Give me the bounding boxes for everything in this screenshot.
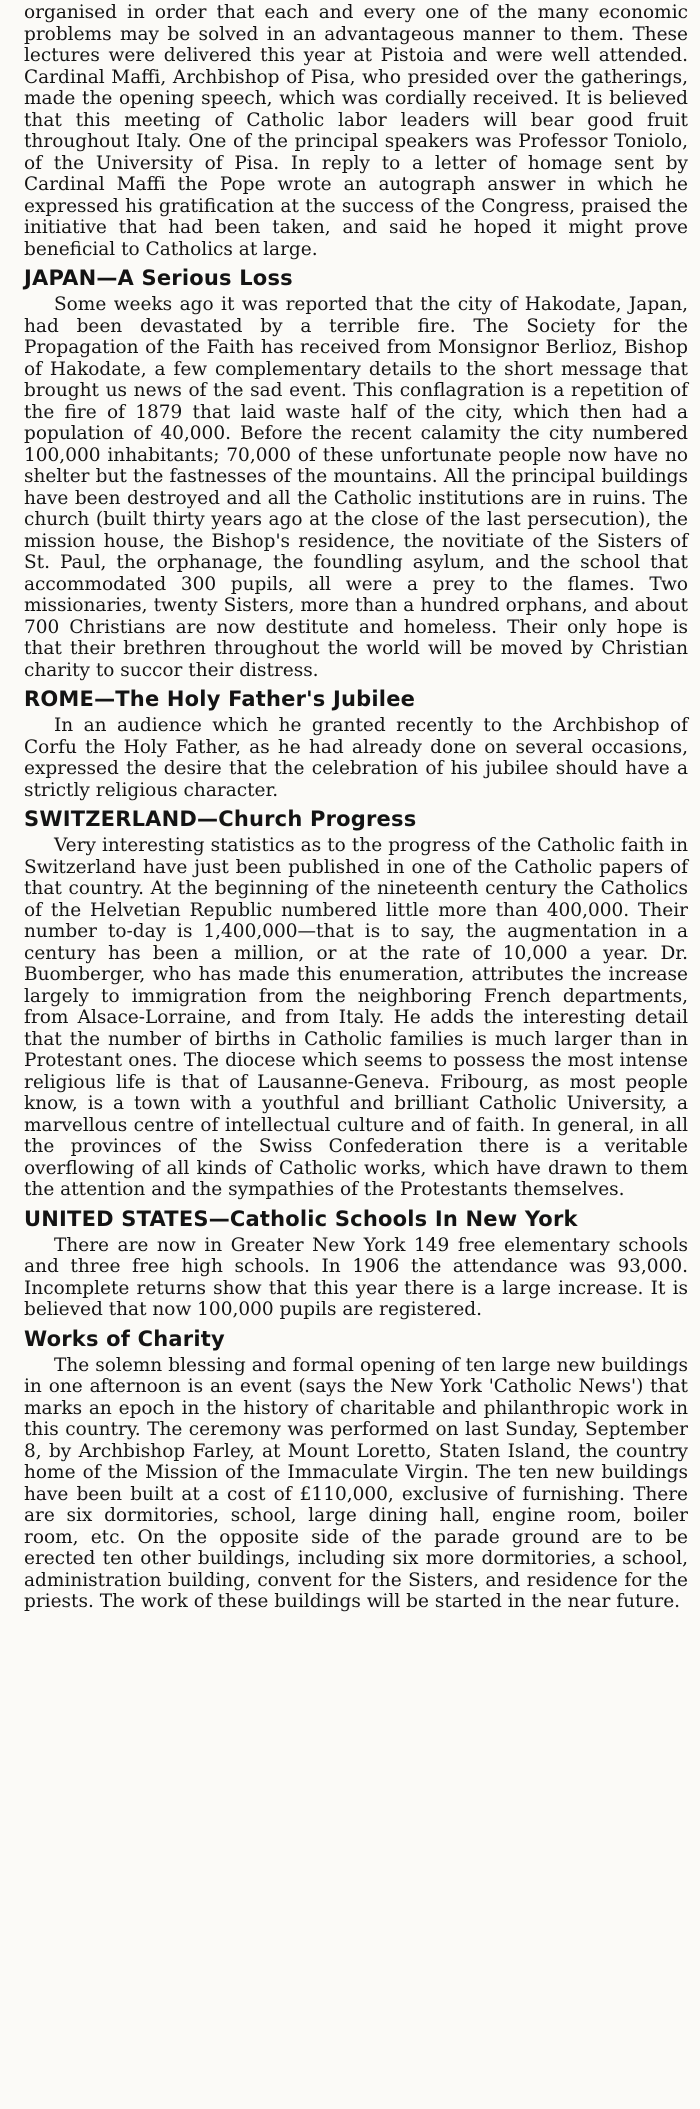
paragraph-works-of-charity: The solemn blessing and formal opening of ten large new buildings in one afternoon is an event (says the New York 'Catholic News') that marks an epoch in the history of charitable and philanthropic work in this country. The ceremony was performed on last Sunday, September 8, by Archbishop Farley, at Mount Loretto, Staten Island, the country home of the Mission of the Immaculate Virgin. The ten new buildings have been built at a cost of £110,000, exclusive of furnishing. There are six dormitories, school, large dining hall, engine room, boiler room, etc. On the opposite side of the parade ground are to be erected ten other buildings, including six more dormitories, a school, administration building, convent for the Sisters, and residence for the priests. The work of these buildings will be started in the near future. [24, 1354, 688, 1612]
heading-rome: ROME—The Holy Father's Jubilee [24, 687, 416, 711]
heading-united-states: UNITED STATES—Catholic Schools In New York [24, 1206, 578, 1231]
heading-japan: JAPAN—A Serious Loss [24, 266, 293, 290]
heading-works-of-charity: Works of Charity [24, 1326, 225, 1351]
heading-switzerland: SWITZERLAND—Church Progress [24, 807, 417, 831]
paragraph-switzerland-progress: Very interesting statistics as to the progress of the Catholic faith in Switzerland have just been published in one of the Catholic papers of that country. At the beginning of the nineteenth century the Catholics of the Helvetian Republic numbered little more than 400,000. Their number to-day is 1,400,000—that is to say, the augmentation in a century has been a million, or at the rate of 10,000 a year. Dr. Buomberger, who has made this enumeration, attributes the increase largely to immigration from the neighboring French departments, from Alsace-Lorraine, and from Italy. He adds the interesting detail that the number of births in Catholic families is much larger than in Protestant ones. The diocese which seems to possess the most intense religious life is that of Lausanne-Geneva. Fribourg, as most people know, is a town with a youthful and brilliant Catholic University, a marvellous centre of intellectual culture and of faith. In general, in all the provinces of the Swiss Confederation there is a veritable overflowing of all kinds of Catholic works, which have drawn to them the attention and the sympathies of the Protestants themselves. [24, 835, 688, 1200]
paragraph-japan-fire: Some weeks ago it was reported that the city of Hakodate, Japan, had been devastated by a terrible fire. The Society for the Propagation of the Faith has received from Monsignor Berlioz, Bishop of Hakodate, a few complementary details to the short message that brought us news of the sad event. This conflagration is a repetition of the fire of 1879 that laid waste half of the city, which then had a population of 40,000. Before the recent calamity the city numbered 100,000 inhabitants; 70,000 of these unfortunate people now have no shelter but the fastnesses of the mountains. All the principal buildings have been destroyed and all the Catholic institutions are in ruins. The church (built thirty years ago at the close of the last persecution), the mission house, the Bishop's residence, the novitiate of the Sisters of St. Paul, the orphanage, the foundling asylum, and the school that accommodated 300 pupils, all were a prey to the flames. Two missionaries, twenty Sisters, more than a hundred orphans, and about 700 Christians are now destitute and homeless. Their only hope is that their brethren throughout the world will be moved by Christian charity to succor their distress. [24, 294, 688, 681]
paragraph-italy-labor-lectures: organised in order that each and every one of the many economic problems may be solved in an advantageous manner to them. These lectures were delivered this year at Pistoia and were well attended. Cardinal Maffi, Archbishop of Pisa, who presided over the gatherings, made the opening speech, which was cordially received. It is believed that this meeting of Catholic labor leaders will bear good fruit throughout Italy. One of the principal speakers was Professor Toniolo, of the University of Pisa. In reply to a letter of homage sent by Cardinal Maffi the Pope wrote an autograph answer in which he expressed his gratification at the success of the Congress, praised the initiative that had been taken, and said he hoped it might prove beneficial to Catholics at large. [24, 2, 688, 260]
paragraph-rome-jubilee: In an audience which he granted recently to the Archbishop of Corfu the Holy Father, as he had already done on several occasions, expressed the desire that the celebration of his jubilee should have a strictly religious character. [24, 715, 688, 801]
paragraph-new-york-schools: There are now in Greater New York 149 free elementary schools and three free high schools. In 1906 the attendance was 93,000. Incomplete returns show that this year there is a large increase. It is believed that now 100,000 pupils are registered. [24, 1234, 688, 1320]
